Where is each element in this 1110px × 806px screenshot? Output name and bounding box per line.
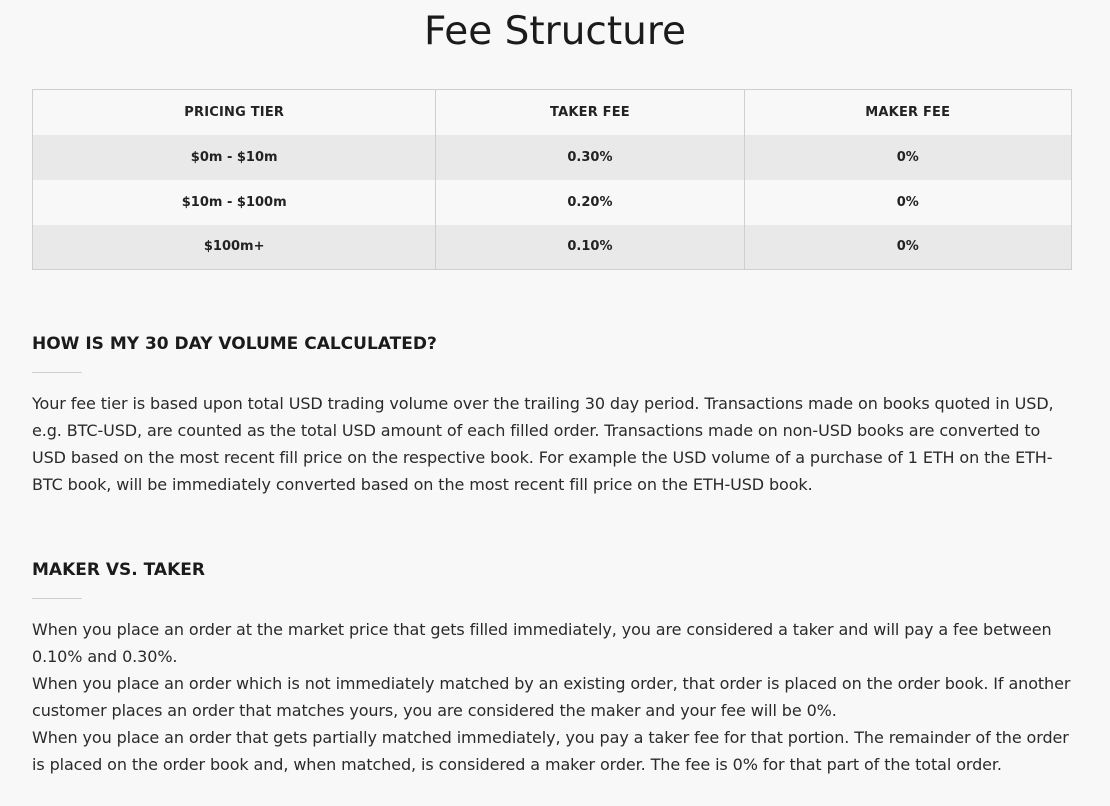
taker-paragraph: When you place an order at the market price that gets filled immediately, you are considered a taker and will pay a fee between 0.10% and 0.30%. xyxy=(32,620,1052,666)
pricing-tier-cell: $100m+ xyxy=(203,239,265,255)
volume-section-body: Your fee tier is based upon total USD trading volume over the trailing 30 day period. Transactions made on books quoted in USD, e.g. BTC-USD, are counted as the total USD amount of each filled order. Transactions made on non-USD books are converted to USD based on the most recent fill price on the respective book. For example the USD volume of a purchase of 1 ETH on the ETH-BTC book, will be immediately converted based on the most recent fill price on the ETH-USD book. xyxy=(32,394,1054,494)
taker-fee-cell: 0.10% xyxy=(436,225,744,270)
table-header-row xyxy=(33,90,1072,135)
maker-taker-heading: MAKER VS. TAKER xyxy=(32,560,205,580)
pricing-tier-cell: $0m - $10m xyxy=(190,149,278,165)
maker-fee-cell: 0% xyxy=(744,225,1071,270)
page-title: Fee Structure xyxy=(423,9,687,54)
column-header-pricing-tier: PRICING TIER xyxy=(184,104,285,120)
section-divider xyxy=(32,372,82,373)
taker-fee-cell: 0.20% xyxy=(436,180,744,225)
volume-section-heading: HOW IS MY 30 DAY VOLUME CALCULATED? xyxy=(32,334,437,354)
pricing-tier-cell: $10m - $100m xyxy=(181,194,287,210)
taker-fee-cell: 0.30% xyxy=(436,135,744,180)
partial-match-paragraph: When you place an order that gets partially matched immediately, you pay a taker fee for that portion. The remainder of the order is placed on the order book and, when matched, is considered a maker order. The fee is 0% for that part of the total order. xyxy=(32,728,1069,774)
maker-fee-cell: 0% xyxy=(744,135,1071,180)
maker-taker-body xyxy=(32,616,1077,778)
volume-calculation-section xyxy=(32,332,1077,498)
maker-taker-section xyxy=(32,558,1077,778)
table-row xyxy=(33,225,1072,270)
section-divider xyxy=(32,598,82,599)
maker-fee-cell: 0% xyxy=(744,180,1071,225)
column-header-taker-fee: TAKER FEE xyxy=(436,90,744,135)
table-row xyxy=(33,180,1072,225)
fee-table xyxy=(32,89,1072,270)
column-header-maker-fee: MAKER FEE xyxy=(744,90,1071,135)
table-row xyxy=(33,135,1072,180)
maker-paragraph: When you place an order which is not immediately matched by an existing order, that order is placed on the order book. If another customer places an order that matches yours, you are considered the maker and your fee will be 0%. xyxy=(32,674,1071,720)
